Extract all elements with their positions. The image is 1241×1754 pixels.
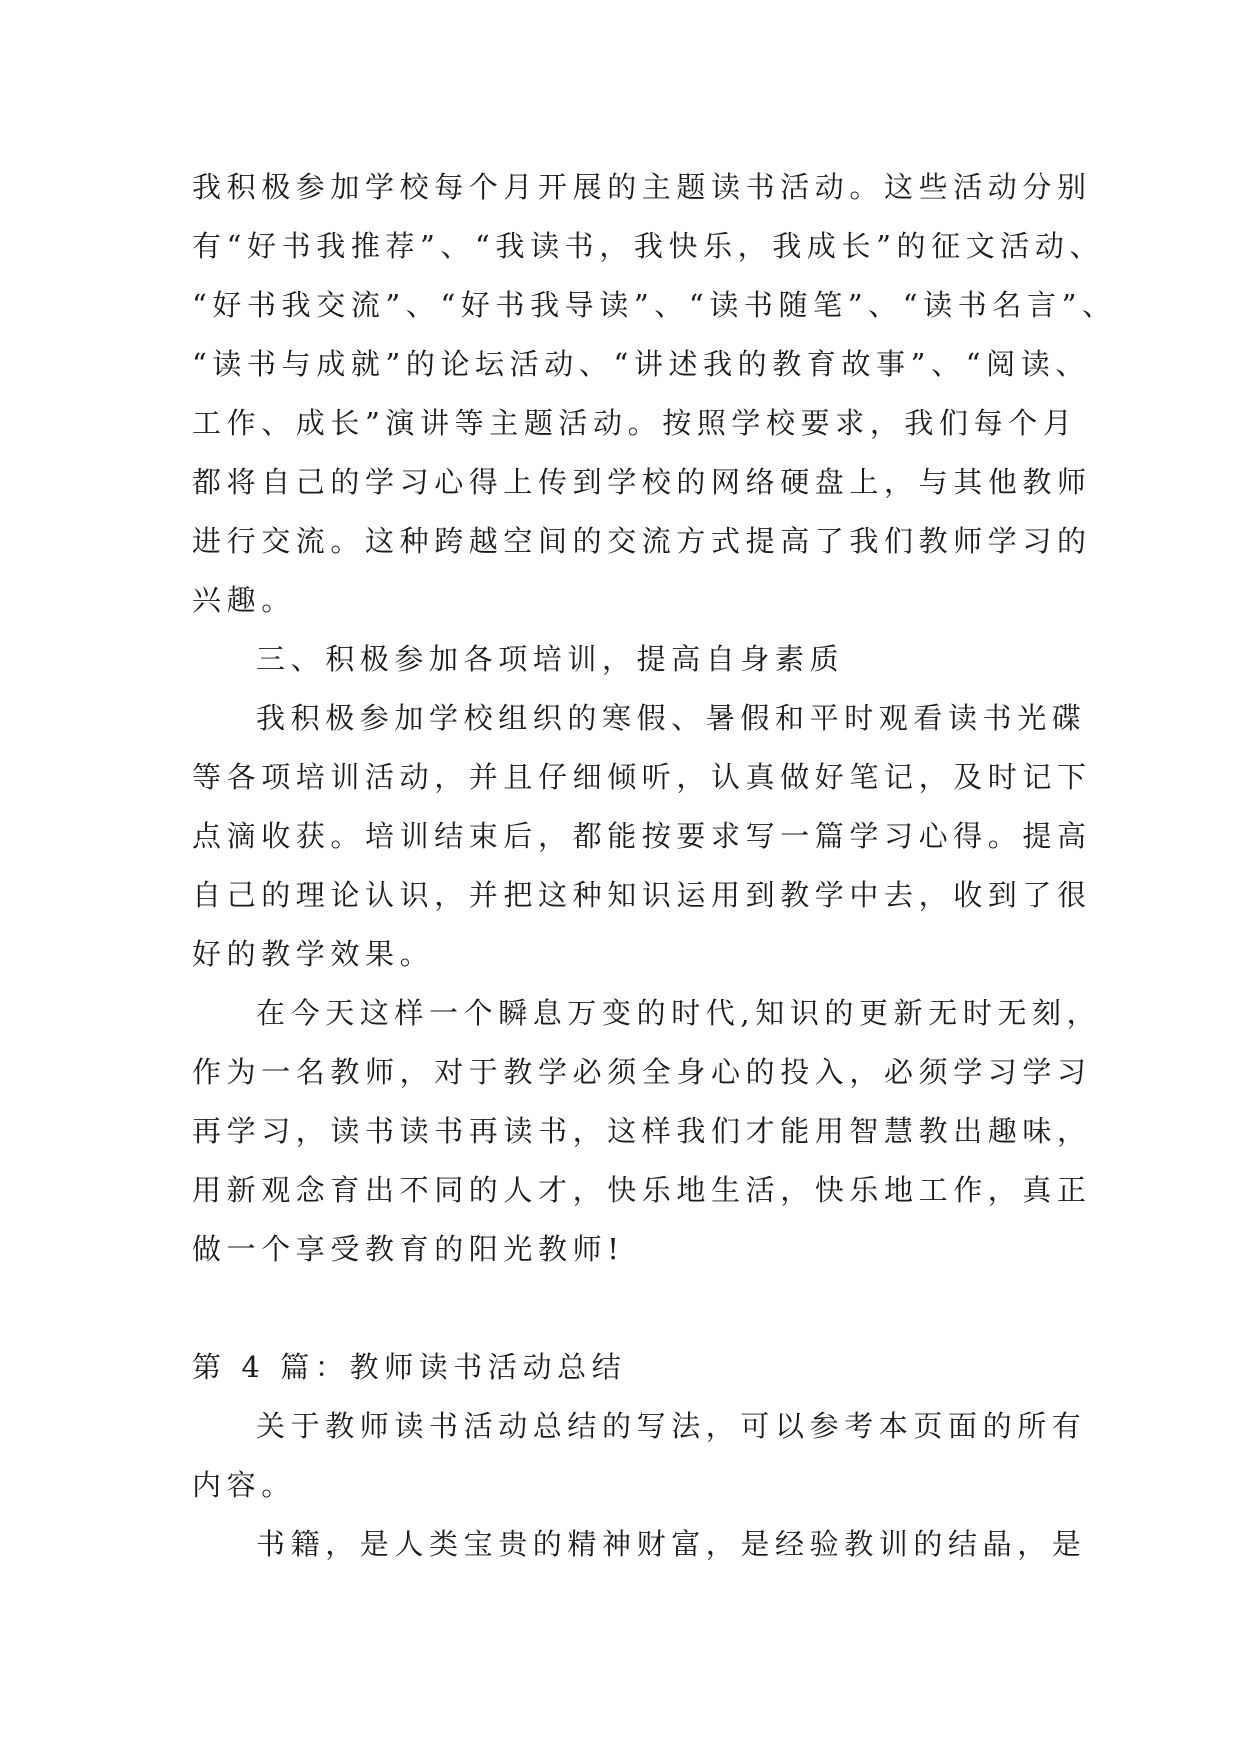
paragraph-line: 自己的理论认识，并把这种知识运用到教学中去，收到了很	[192, 878, 1092, 912]
paragraph-line: 等各项培训活动，并且仔细倾听，认真做好笔记，及时记下	[192, 760, 1092, 794]
document-page	[192, 158, 1117, 1574]
paragraph-line: 在今天这样一个瞬息万变的时代,知识的更新无时无刻，	[256, 996, 1102, 1030]
paragraph-line: 进行交流。这种跨越空间的交流方式提高了我们教师学习的	[192, 524, 1092, 558]
paragraph-line: 点滴收获。培训结束后，都能按要求写一篇学习心得。提高	[192, 819, 1092, 853]
paragraph-line: 都将自己的学习心得上传到学校的网络硬盘上，与其他教师	[192, 465, 1092, 499]
paragraph-line: 兴趣。	[192, 583, 296, 617]
paragraph-line: “好书我交流”、“好书我导读”、“读书随笔”、“读书名言”、	[192, 288, 1117, 322]
blank-line	[192, 1279, 1050, 1338]
paragraph-line: 书籍，是人类宝贵的精神财富，是经验教训的结晶，是	[256, 1527, 1087, 1561]
paragraph-line: 好的教学效果。	[192, 937, 435, 971]
chapter-title: 第 4 篇：教师读书活动总结	[192, 1350, 627, 1384]
paragraph-line: 我积极参加学校组织的寒假、暑假和平时观看读书光碟	[256, 701, 1087, 735]
paragraph-line: “读书与成就”的论坛活动、“讲述我的教育故事”、“阅读、	[192, 347, 1090, 381]
paragraph-line: 再学习，读书读书再读书，这样我们才能用智慧教出趣味，	[192, 1114, 1092, 1148]
paragraph-line: 作为一名教师，对于教学必须全身心的投入，必须学习学习	[192, 1055, 1092, 1089]
paragraph-line: 关于教师读书活动总结的写法，可以参考本页面的所有	[256, 1409, 1087, 1443]
paragraph-line: 内容。	[192, 1468, 296, 1502]
paragraph-line: 我积极参加学校每个月开展的主题读书活动。这些活动分别	[192, 170, 1092, 204]
paragraph-line: 工作、成长”演讲等主题活动。按照学校要求，我们每个月	[192, 406, 1078, 440]
paragraph-line: 有“好书我推荐”、“我读书，我快乐，我成长”的征文活动、	[192, 229, 1105, 263]
paragraph-line: 做一个享受教育的阳光教师!	[192, 1232, 625, 1266]
paragraph-line: 用新观念育出不同的人才，快乐地生活，快乐地工作，真正	[192, 1173, 1092, 1207]
section-heading: 三、积极参加各项培训，提高自身素质	[256, 642, 845, 676]
